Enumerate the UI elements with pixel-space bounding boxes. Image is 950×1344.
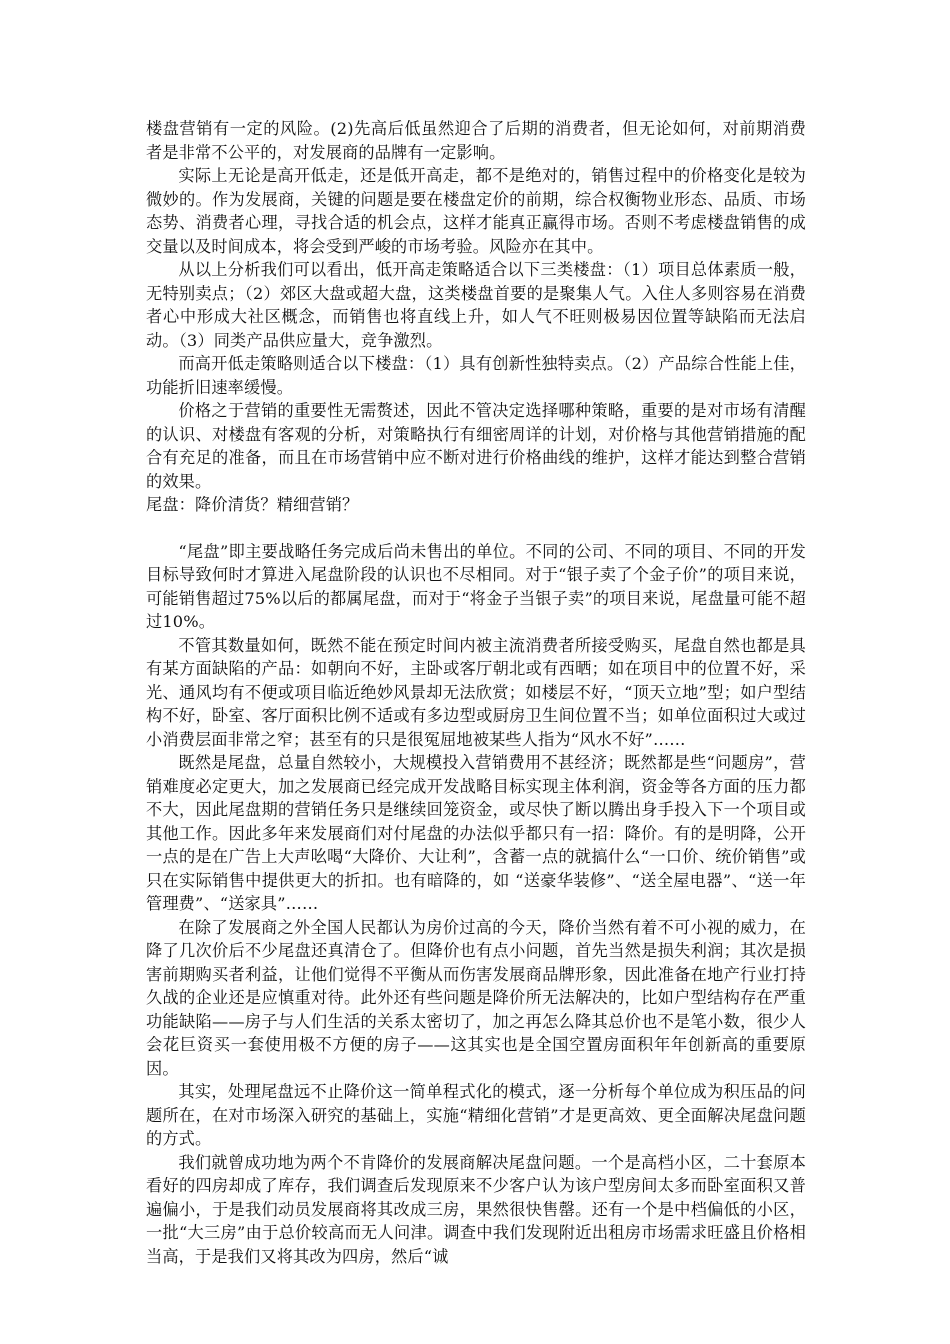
paragraph-11: 我们就曾成功地为两个不肯降价的发展商解决尾盘问题。一个是高档小区，二十套原本看好的四房却成了库存，我们调查后发现原来不少客户认为该户型房间太多而卧室面积又普遍偏小，于是我们动员发展商将其改成三房，果然很快售罄。还有一个是中档偏低的小区，一批“大三房”由于总价较高而无人问津。调查中我们发现附近出租房市场需求旺盛且价格相当高，于是我们又将其改为四房，然后“诚 — [146, 1152, 806, 1266]
paragraph-5: 价格之于营销的重要性无需赘述，因此不管决定选择哪种策略，重要的是对市场有清醒的认识、对楼盘有客观的分析，对策略执行有细密周详的计划，对价格与其他营销措施的配合有充足的准备，而且在市场营销中应不断对进行价格曲线的维护，这样才能达到整合营销的效果。 — [146, 401, 806, 491]
blank-line — [146, 517, 806, 540]
document-page — [146, 117, 806, 1268]
paragraph-7: 不管其数量如何，既然不能在预定时间内被主流消费者所接受购买，尾盘自然也都是具有某方面缺陷的产品：如朝向不好，主卧或客厅朝北或有西晒；如在项目中的位置不好，采光、通风均有不便或项目临近绝妙风景却无法欣赏；如楼层不好，“顶天立地”型；如户型结构不好，卧室、客厅面积比例不适或有多边型或厨房卫生间位置不当；如单位面积过大或过小消费层面非常之窄；甚至有的只是很冤屈地被某些人指为“风水不好”…… — [146, 635, 806, 749]
paragraph-3: 从以上分析我们可以看出，低开高走策略适合以下三类楼盘：（1）项目总体素质一般，无特别卖点；（2）郊区大盘或超大盘，这类楼盘首要的是聚集人气。入住人多则容易在消费者心中形成大社区概念，而销售也将直线上升，如人气不旺则极易因位置等缺陷而无法启动。（3）同类产品供应量大，竞争激烈。 — [146, 260, 806, 350]
paragraph-4: 而高开低走策略则适合以下楼盘：（1）具有创新性独特卖点。（2）产品综合性能上佳，功能折旧速率缓慢。 — [146, 354, 806, 397]
paragraph-1: 楼盘营销有一定的风险。(2)先高后低虽然迎合了后期的消费者，但无论如何，对前期消费者是非常不公平的，对发展商的品牌有一定影响。 — [146, 119, 806, 162]
paragraph-10: 其实，处理尾盘远不止降价这一简单程式化的模式，逐一分析每个单位成为积压品的问题所在，在对市场深入研究的基础上，实施“精细化营销”才是更高效、更全面解决尾盘问题的方式。 — [146, 1082, 806, 1148]
paragraph-2: 实际上无论是高开低走，还是低开高走，都不是绝对的，销售过程中的价格变化是较为微妙的。作为发展商，关键的问题是要在楼盘定价的前期，综合权衡物业形态、品质、市场态势、消费者心理，寻找合适的机会点，这样才能真正赢得市场。否则不考虑楼盘销售的成交量以及时间成本，将会受到严峻的市场考验。风险亦在其中。 — [146, 166, 806, 256]
section-heading: 尾盘：降价清货？精细营销？ — [146, 495, 359, 514]
paragraph-8: 既然是尾盘，总量自然较小，大规模投入营销费用不甚经济；既然都是些“问题房”，营销难度必定更大，加之发展商已经完成开发战略目标实现主体利润，资金等各方面的压力都不大，因此尾盘期的营销任务只是继续回笼资金，或尽快了断以腾出身手投入下一个项目或其他工作。因此多年来发展商们对付尾盘的办法似乎都只有一招：降价。有的是明降，公开一点的是在广告上大声吆喝“大降价、大让利”，含蓄一点的就搞什么“一口价、统价销售”或只在实际销售中提供更大的折扣。也有暗降的，如 “送豪华装修”、“送全屋电器”、“送一年管理费”、“送家具”…… — [146, 753, 806, 913]
paragraph-9: 在除了发展商之外全国人民都认为房价过高的今天，降价当然有着不可小视的威力，在降了几次价后不少尾盘还真清仓了。但降价也有点小问题，首先当然是损失利润；其次是损害前期购买者利益，让他们觉得不平衡从而伤害发展商品牌形象，因此准备在地产行业打持久战的企业还是应慎重对待。此外还有些问题是降价所无法解决的，比如户型结构存在严重功能缺陷——房子与人们生活的关系太密切了，加之再怎么降其总价也不是笔小数，很少人会花巨资买一套使用极不方便的房子——这其实也是全国空置房面积年年创新高的重要原因。 — [146, 917, 806, 1078]
paragraph-6: “尾盘”即主要战略任务完成后尚未售出的单位。不同的公司、不同的项目、不同的开发目标导致何时才算进入尾盘阶段的认识也不尽相同。对于“银子卖了个金子价”的项目来说，可能销售超过75%以后的都属尾盘，而对于“将金子当银子卖”的项目来说，尾盘量可能不超过10%。 — [146, 541, 806, 631]
